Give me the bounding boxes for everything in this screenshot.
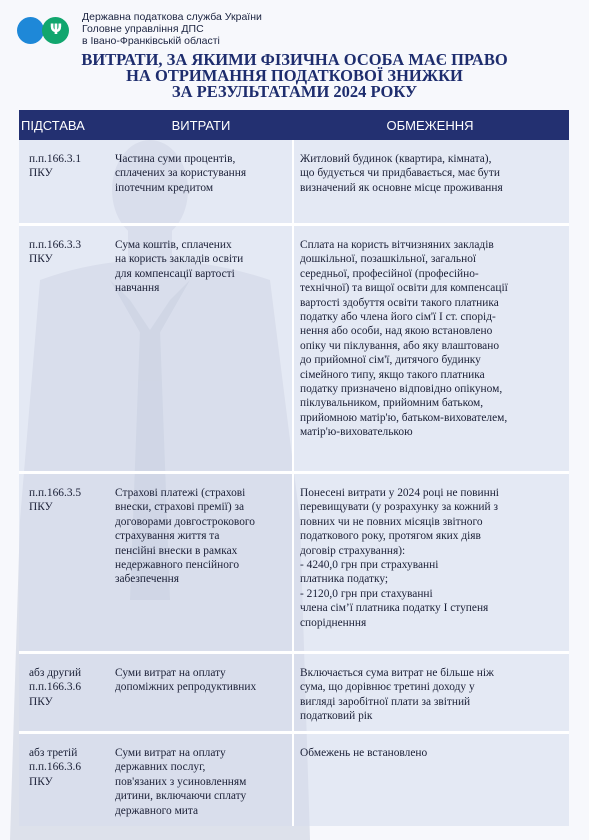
dps-logo xyxy=(17,10,73,48)
expense-cell: Страхові платежі (страхові внески, страхові премії) за договорами довгострокового страхування життя та пенсійні внески в рамках недержавного пенсійного забезпечення xyxy=(115,487,256,586)
header xyxy=(17,10,262,48)
limitation-cell: Включається сума витрат не більше ніж сума, що дорівнює третині доходу у вигляді заробітної плати за звітний податковий рік xyxy=(292,654,569,731)
expense-cell: Частина суми процентів, сплачених за користування іпотечним кредитом xyxy=(115,153,247,194)
basis-cell: п.п.166.3.5 ПКУ xyxy=(29,487,82,514)
table-row xyxy=(19,654,569,734)
expense-cell: Суми витрат на оплату державних послуг, пов'язаних з усиновленням дитини, включаючи сплату державного мита xyxy=(115,747,247,817)
limitation-cell: Сплата на користь вітчизняних закладів дошкільної, позашкільної, загальної середньої, професійної (професійно- технічної) та вищої освіти для компенсації вартості здобуття освіти такого платника податку або члена його сім'ї І ст. спорід- нення або особи, над якою встановлено опіку чи піклування, або яку влаштовано до прийомної сім'ї, дитячого будинку сімейного типу, якщо такого платника податку призначено відповідно опікуном, піклувальником, прийомним батьком, прийомною матір'ю, батьком-вихователем, матір'ю-вихователькою xyxy=(292,226,569,471)
header-limitations: ОБМЕЖЕННЯ xyxy=(386,117,474,133)
table-row xyxy=(19,474,569,654)
limitation-cell: Обмежень не встановлено xyxy=(292,734,569,826)
basis-cell: п.п.166.3.3 ПКУ xyxy=(29,239,82,266)
table-row xyxy=(19,226,569,474)
table-row xyxy=(19,734,569,826)
basis-cell: абз другий п.п.166.3.6 ПКУ xyxy=(29,667,82,708)
title-line-1: ВИТРАТИ, ЗА ЯКИМИ ФІЗИЧНА ОСОБА МАЄ ПРАВО xyxy=(81,50,508,69)
table-row xyxy=(19,140,569,226)
logo-blue-circle xyxy=(17,17,44,44)
basis-cell: п.п.166.3.1 ПКУ xyxy=(29,153,82,180)
header-basis: ПІДСТАВА xyxy=(21,117,85,133)
title-line-2: НА ОТРИМАННЯ ПОДАТКОВОЇ ЗНИЖКИ xyxy=(126,66,463,85)
org-line-3: в Івано-Франківській області xyxy=(82,35,220,47)
org-line-1: Державна податкова служба України xyxy=(82,11,262,23)
table-header xyxy=(19,110,569,140)
deductions-table xyxy=(19,110,569,826)
trident-icon: Ψ xyxy=(50,22,62,38)
limitation-cell: Житловий будинок (квартира, кімната), що будується чи придбавається, має бути визначений як основне місце проживання xyxy=(292,140,569,223)
basis-cell: абз третій п.п.166.3.6 ПКУ xyxy=(29,747,82,788)
expense-cell: Сума коштів, сплачених на користь закладів освіти для компенсації вартості навчання xyxy=(115,239,244,295)
expense-cell: Суми витрат на оплату допоміжних репродуктивних xyxy=(115,667,257,694)
organization-name xyxy=(82,11,262,47)
page-title xyxy=(0,52,589,100)
limitation-cell: Понесені витрати у 2024 році не повинні перевищувати (у розрахунку за кожний з повних чи не повних місяців звітного податкового року, протягом яких діяв договір страхування): - 4240,0 грн при страхуванні платника податку; - 2120,0 грн при стахуванні члена сім’ї платника податку І ступеня спорідненння xyxy=(292,474,569,651)
header-expenses: ВИТРАТИ xyxy=(171,117,231,133)
title-line-3: ЗА РЕЗУЛЬТАТАМИ 2024 РОКУ xyxy=(171,82,418,101)
org-line-2: Головне управління ДПС xyxy=(82,23,204,35)
